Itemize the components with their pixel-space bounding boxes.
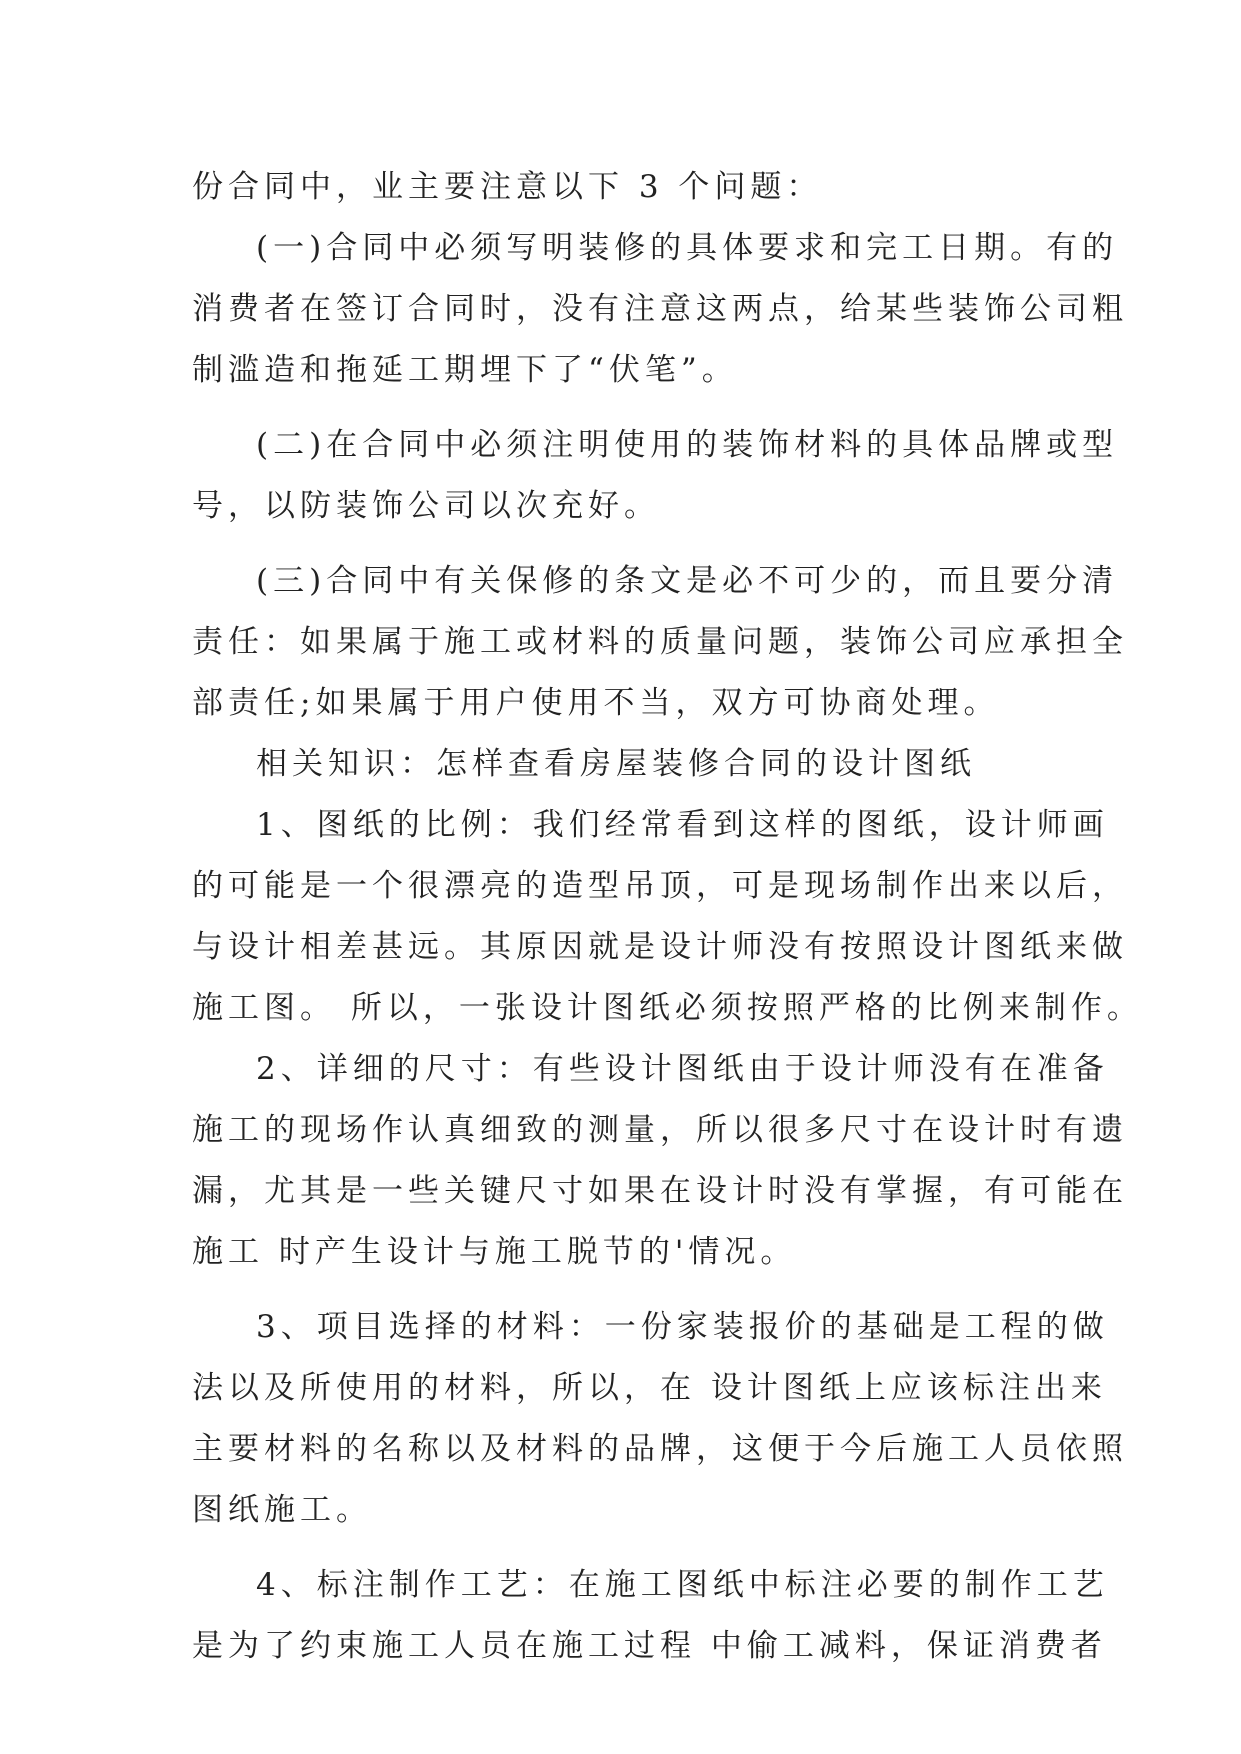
text-line: 责任：如果属于施工或材料的质量问题，装饰公司应承担全	[192, 624, 1128, 660]
text-line: 施工图。 所以，一张设计图纸必须按照严格的比例来制作。	[192, 990, 1143, 1026]
paragraph-first-line: 2、详细的尺寸：有些设计图纸由于设计师没有在准备	[256, 1051, 1109, 1087]
text-line: 法以及所使用的材料，所以，在 设计图纸上应该标注出来	[192, 1370, 1107, 1406]
text-line: 份合同中，业主要注意以下 3 个问题：	[192, 169, 823, 205]
text-line: 施工 时产生设计与施工脱节的'情况。	[192, 1234, 797, 1270]
section-heading: 相关知识：怎样查看房屋装修合同的设计图纸	[256, 746, 976, 782]
text-line: 主要材料的名称以及材料的品牌，这便于今后施工人员依照	[192, 1431, 1128, 1467]
text-line: 部责任;如果属于用户使用不当，双方可协商处理。	[192, 685, 1000, 721]
paragraph-first-line: 3、项目选择的材料：一份家装报价的基础是工程的做	[256, 1309, 1109, 1345]
document-body	[192, 157, 1143, 1677]
text-line: 的可能是一个很漂亮的造型吊顶，可是现场制作出来以后，	[192, 868, 1128, 904]
paragraph-first-line: (三)合同中有关保修的条文是必不可少的，而且要分清	[256, 563, 1119, 599]
paragraph-first-line: 1、图纸的比例：我们经常看到这样的图纸，设计师画	[256, 807, 1109, 843]
text-line: 消费者在签订合同时，没有注意这两点，给某些装饰公司粗	[192, 291, 1128, 327]
text-line: 图纸施工。	[192, 1492, 372, 1528]
text-line: 漏，尤其是一些关键尺寸如果在设计时没有掌握，有可能在	[192, 1173, 1128, 1209]
paragraph-first-line: 4、标注制作工艺：在施工图纸中标注必要的制作工艺	[256, 1567, 1109, 1603]
text-line: 是为了约束施工人员在施工过程 中偷工减料，保证消费者	[192, 1628, 1107, 1664]
paragraph-first-line: (一)合同中必须写明装修的具体要求和完工日期。有的	[256, 230, 1119, 266]
text-line: 与设计相差甚远。其原因就是设计师没有按照设计图纸来做	[192, 929, 1128, 965]
text-line: 施工的现场作认真细致的测量，所以很多尺寸在设计时有遗	[192, 1112, 1128, 1148]
text-line: 制滥造和拖延工期埋下了“伏笔”。	[192, 352, 738, 388]
paragraph-first-line: (二)在合同中必须注明使用的装饰材料的具体品牌或型	[256, 427, 1119, 463]
text-line: 号，以防装饰公司以次充好。	[192, 488, 660, 524]
